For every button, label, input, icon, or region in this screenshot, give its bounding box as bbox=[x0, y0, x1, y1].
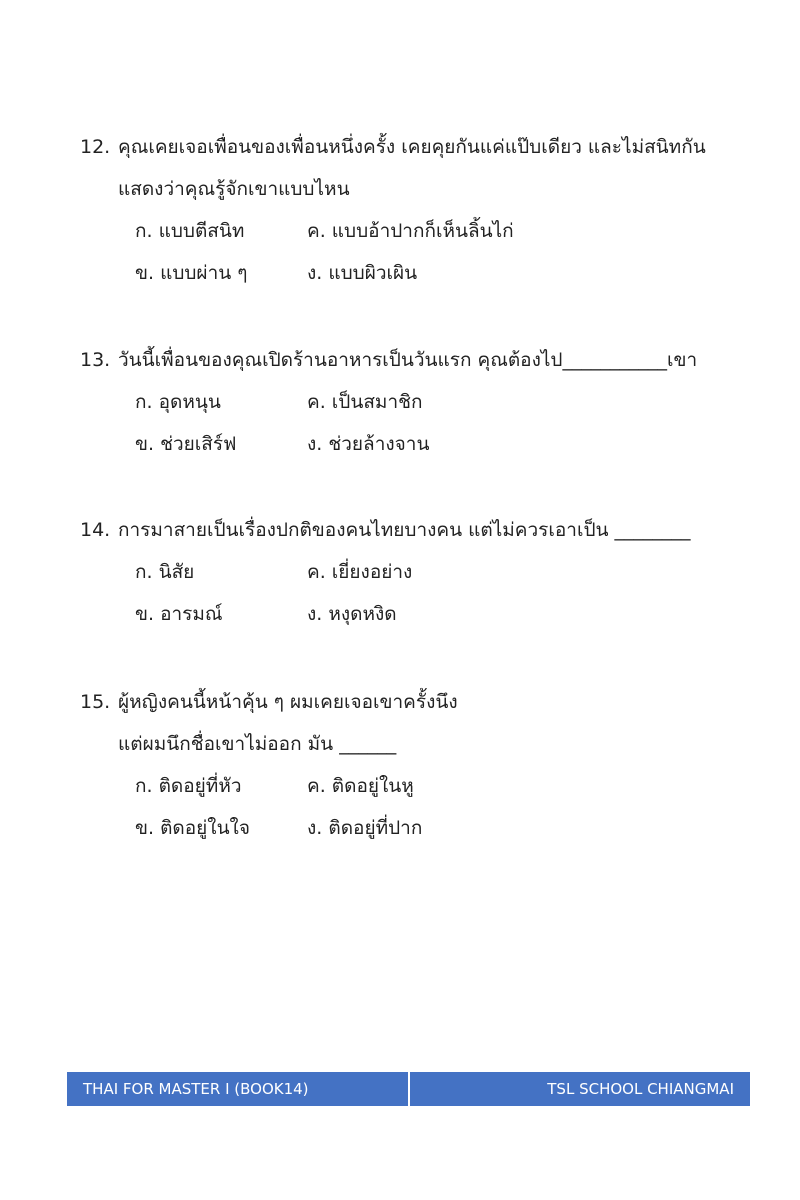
question-text: คุณเคยเจอเพื่อนของเพื่อนหนึ่งครั้ง เคยคุยกันแค่แป๊บเดียว และไม่สนิทกัน bbox=[118, 136, 706, 158]
option-c: ค. แบบอ้าปากก็เห็นลิ้นไก่ bbox=[307, 220, 514, 242]
option-c: ค. เยี่ยงอย่าง bbox=[307, 561, 413, 583]
question-text: วันนี้เพื่อนของคุณเปิดร้านอาหารเป็นวันแรก คุณต้องไป___________เขา bbox=[118, 349, 698, 371]
question-15 bbox=[80, 681, 760, 849]
question-number: 14. bbox=[80, 519, 111, 541]
question-12 bbox=[80, 126, 760, 294]
option-a: ก. แบบตีสนิท bbox=[135, 220, 245, 242]
question-text: ผู้หญิงคนนี้หน้าคุ้น ๆ ผมเคยเจอเขาครั้งนึง bbox=[118, 691, 458, 713]
question-number: 12. bbox=[80, 136, 111, 158]
footer-school-name: TSL SCHOOL CHIANGMAI bbox=[408, 1072, 751, 1106]
option-b: ข. ติดอยู่ในใจ bbox=[135, 817, 250, 839]
question-text: แสดงว่าคุณรู้จักเขาแบบไหน bbox=[118, 178, 350, 200]
option-b: ข. อารมณ์ bbox=[135, 603, 223, 625]
option-d: ง. ติดอยู่ที่ปาก bbox=[307, 817, 423, 839]
question-14 bbox=[80, 509, 760, 635]
question-text: การมาสายเป็นเรื่องปกติของคนไทยบางคน แต่ไม่ควรเอาเป็น ________ bbox=[118, 519, 691, 541]
option-a: ก. ติดอยู่ที่หัว bbox=[135, 775, 242, 797]
question-number: 15. bbox=[80, 691, 111, 713]
option-a: ก. อุดหนุน bbox=[135, 391, 221, 413]
option-d: ง. ช่วยล้างจาน bbox=[307, 433, 430, 455]
option-c: ค. ติดอยู่ในหู bbox=[307, 775, 414, 797]
question-number: 13. bbox=[80, 349, 111, 371]
question-13 bbox=[80, 339, 760, 465]
footer-book-title: THAI FOR MASTER I (BOOK14) bbox=[83, 1080, 309, 1098]
option-b: ข. แบบผ่าน ๆ bbox=[135, 262, 248, 284]
option-c: ค. เป็นสมาชิก bbox=[307, 391, 423, 413]
option-a: ก. นิสัย bbox=[135, 561, 195, 583]
option-b: ข. ช่วยเสิร์ฟ bbox=[135, 433, 237, 455]
option-d: ง. แบบผิวเผิน bbox=[307, 262, 418, 284]
page-footer bbox=[67, 1072, 750, 1106]
option-d: ง. หงุดหงิด bbox=[307, 603, 397, 625]
question-text: แต่ผมนึกชื่อเขาไม่ออก มัน ______ bbox=[118, 733, 397, 755]
